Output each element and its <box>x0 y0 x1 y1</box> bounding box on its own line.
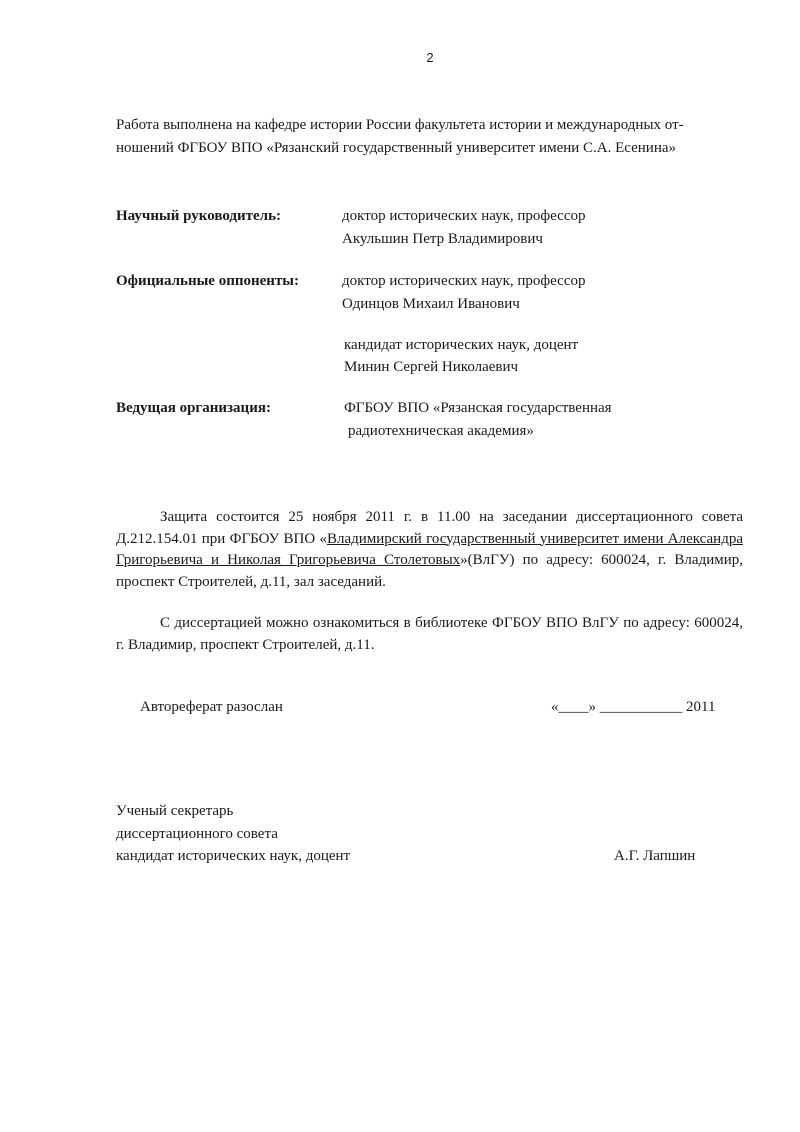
opponent-1-title: доктор исторических наук, профессор <box>342 273 586 289</box>
secretary-line-1: Ученый секретарь <box>116 803 234 819</box>
opponent-2-name: Минин Сергей Николаевич <box>344 359 519 375</box>
abstract-sent-label: Автореферат разослан <box>140 699 283 715</box>
defense-text-part-2: »(ВлГУ) по адресу: 600024, г. Владимир, проспект Строителей, д.11, зал заседаний. <box>116 552 743 590</box>
supervisor-label: Научный руководитель: <box>116 208 281 224</box>
defense-paragraph <box>116 507 743 593</box>
intro-line-1: Работа выполнена на кафедре истории России факультета истории и международных от- <box>116 117 684 133</box>
opponent-2-title: кандидат исторических наук, доцент <box>344 337 579 353</box>
secretary-name: А.Г. Лапшин <box>614 848 696 864</box>
leading-org-line-1: ФГБОУ ВПО «Рязанская государственная <box>344 400 612 416</box>
secretary-line-2: диссертационного совета <box>116 826 278 842</box>
supervisor-title: доктор исторических наук, профессор <box>342 208 586 224</box>
secretary-line-3: кандидат исторических наук, доцент <box>116 848 351 864</box>
defense-text-part-1: Защита состоится 25 ноября 2011 г. в 11.00 на заседании диссертационного совета Д.212.154.01 при ФГБОУ ВПО « <box>116 509 743 547</box>
leading-org-label: Ведущая организация: <box>116 400 271 416</box>
intro-line-2: ношений ФГБОУ ВПО «Рязанский государственный университет имени С.А. Есенина» <box>116 140 677 156</box>
supervisor-name: Акульшин Петр Владимирович <box>342 231 543 247</box>
abstract-sent-date: «____» ___________ 2011 <box>551 699 716 715</box>
opponents-label: Официальные оппоненты: <box>116 273 300 289</box>
opponent-1-name: Одинцов Михаил Иванович <box>342 296 520 312</box>
leading-org-line-2: радиотехническая академия» <box>348 423 534 439</box>
library-paragraph: С диссертацией можно ознакомиться в библиотеке ФГБОУ ВПО ВлГУ по адресу: 600024, г. Владимир, проспект Строителей, д.11. <box>116 615 743 653</box>
page-number: 2 <box>426 50 434 65</box>
university-name: Владимирский государственный университет имени Александра Григорьевича и Николая Григорьевича Столетовых <box>116 530 743 568</box>
